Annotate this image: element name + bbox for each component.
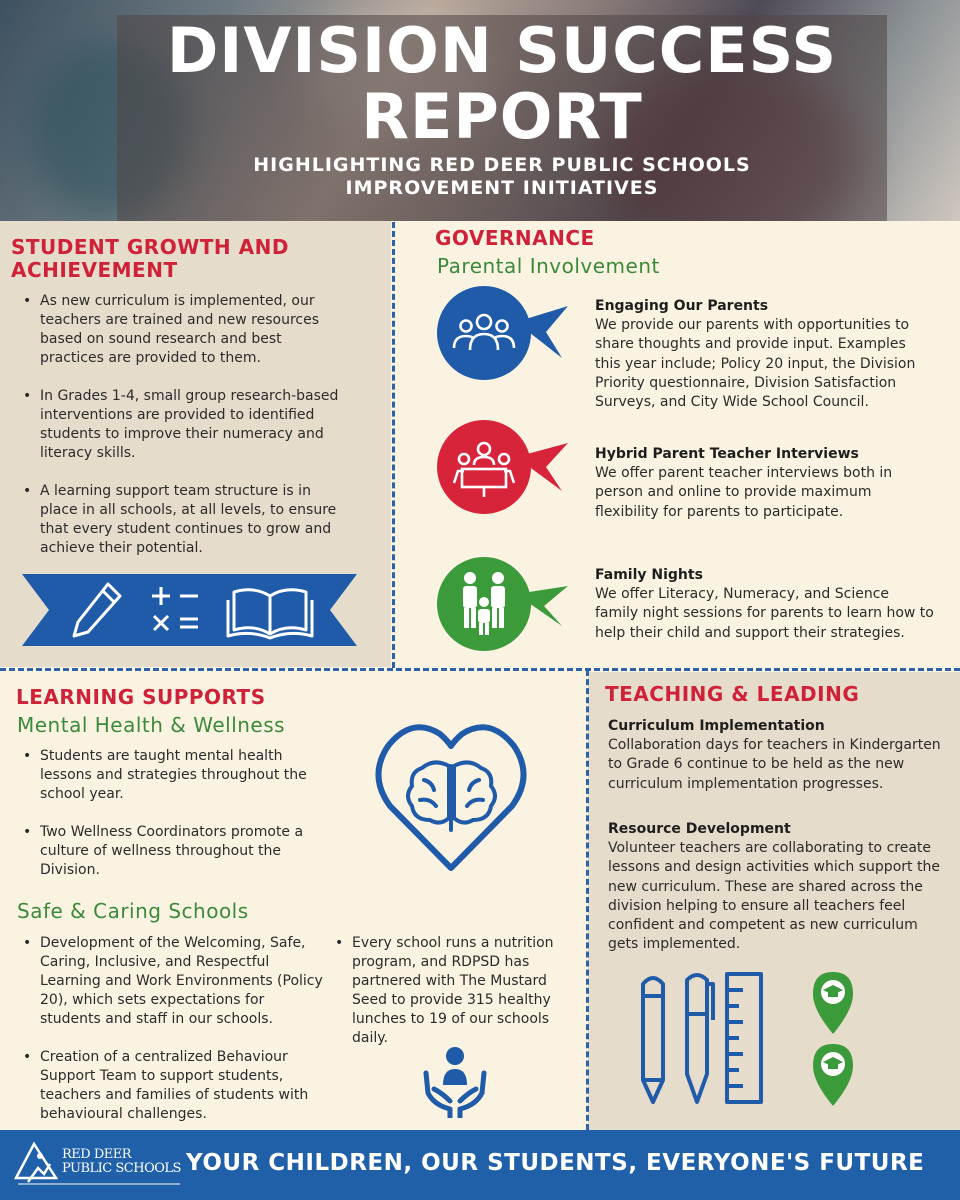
pencil-icon — [643, 978, 663, 1102]
governance-title: GOVERNANCE — [435, 226, 595, 250]
ribbon-banner — [22, 574, 357, 646]
group-icon — [436, 284, 576, 384]
teaching-block-text: Volunteer teachers are collaborating to create lessons and design activities which support the new curriculum. These are shared across the division helping to ensure all teachers feel confident and competent as new curriculum gets implemented. — [608, 840, 940, 953]
pen-icon — [687, 975, 713, 1102]
page-title-line2: REPORT — [361, 80, 643, 153]
ruler-icon — [727, 974, 761, 1102]
page-subtitle — [117, 154, 887, 200]
brain-heart-icon — [374, 710, 529, 880]
logo-text-bottom: PUBLIC SCHOOLS — [62, 1161, 181, 1176]
governance-item-title: Hybrid Parent Teacher Interviews — [595, 446, 859, 462]
caring-hands-icon — [420, 1043, 490, 1118]
safe-caring-list — [16, 934, 328, 1143]
page-title-line1: DIVISION SUCCESS — [166, 14, 838, 87]
school-supplies-icon — [635, 970, 865, 1110]
governance-item-title: Engaging Our Parents — [595, 298, 769, 314]
governance-item-text: We offer parent teacher interviews both in person and online to provide maximum flexibility for parents to participate. — [595, 465, 893, 520]
governance-item — [595, 566, 935, 643]
mental-health-list — [16, 747, 316, 899]
teaching-block-title: Resource Development — [608, 821, 791, 837]
governance-item-title: Family Nights — [595, 567, 703, 583]
list-item: • Two Wellness Coordinators promote a culture of wellness throughout the Division. — [16, 823, 316, 880]
learning-supports-title: LEARNING SUPPORTS — [16, 685, 266, 709]
governance-item — [595, 445, 935, 522]
graduation-pin-icon — [813, 1044, 853, 1106]
nutrition-list — [328, 934, 568, 1048]
mental-health-title: Mental Health & Wellness — [17, 713, 286, 737]
list-item: • Development of the Welcoming, Safe, Caring, Inclusive, and Respectful Learning and Work Environments (Policy 20), which sets expectations for students and staff in our schools. — [16, 934, 328, 1029]
governance-item — [595, 297, 935, 412]
teaching-block-title: Curriculum Implementation — [608, 718, 825, 734]
logo-text-top: RED DEER — [62, 1147, 132, 1162]
subtitle-line2: IMPROVEMENT INITIATIVES — [345, 177, 659, 199]
governance-subtitle: Parental Involvement — [437, 254, 660, 278]
footer-tagline: YOUR CHILDREN, OUR STUDENTS, EVERYONE'S FUTURE — [186, 1150, 925, 1176]
student-growth-list — [16, 292, 346, 577]
list-item: • As new curriculum is implemented, our teachers are trained and new resources based on sound research and best practices are provided to them. — [16, 292, 346, 368]
family-icon — [436, 556, 576, 656]
list-item: • Students are taught mental health lessons and strategies throughout the school year. — [16, 747, 316, 804]
governance-item-text: We offer Literacy, Numeracy, and Science family night sessions for parents to learn how to help their child and support their strategies. — [595, 586, 934, 641]
teaching-block — [608, 717, 948, 794]
list-item: • Every school runs a nutrition program, and RDPSD has partnered with The Mustard Seed to provide 315 healthy lunches to 19 of our schools daily. — [328, 934, 568, 1048]
teaching-block — [608, 820, 948, 955]
list-item: • Creation of a centralized Behaviour Support Team to support students, teachers and families of students with behavioural challenges. — [16, 1048, 328, 1124]
divider — [392, 222, 395, 668]
divider — [0, 668, 960, 671]
graduation-pin-icon — [813, 972, 853, 1034]
page-title — [117, 14, 887, 153]
list-item: • In Grades 1-4, small group research-based interventions are provided to identified students to improve their numeracy and literacy skills. — [16, 387, 346, 463]
list-item: • A learning support team structure is in place in all schools, at all levels, to ensure that every student continues to grow and achieve their potential. — [16, 482, 346, 558]
subtitle-line1: HIGHLIGHTING RED DEER PUBLIC SCHOOLS — [253, 154, 751, 176]
teaching-block-text: Collaboration days for teachers in Kindergarten to Grade 6 continue to be held as the new curriculum implementation progresses. — [608, 737, 941, 792]
meeting-table-icon — [436, 419, 576, 519]
governance-item-text: We provide our parents with opportunities to share thoughts and provide input. Examples this year include; Policy 20 input, the Division Priority questionnaire, Division Satisfaction Surveys, and City Wide School Council. — [595, 317, 916, 411]
student-growth-title: STUDENT GROWTH AND ACHIEVEMENT — [11, 235, 289, 282]
safe-caring-title: Safe & Caring Schools — [17, 899, 249, 923]
teaching-leading-title: TEACHING & LEADING — [605, 682, 860, 706]
divider — [586, 670, 589, 1130]
